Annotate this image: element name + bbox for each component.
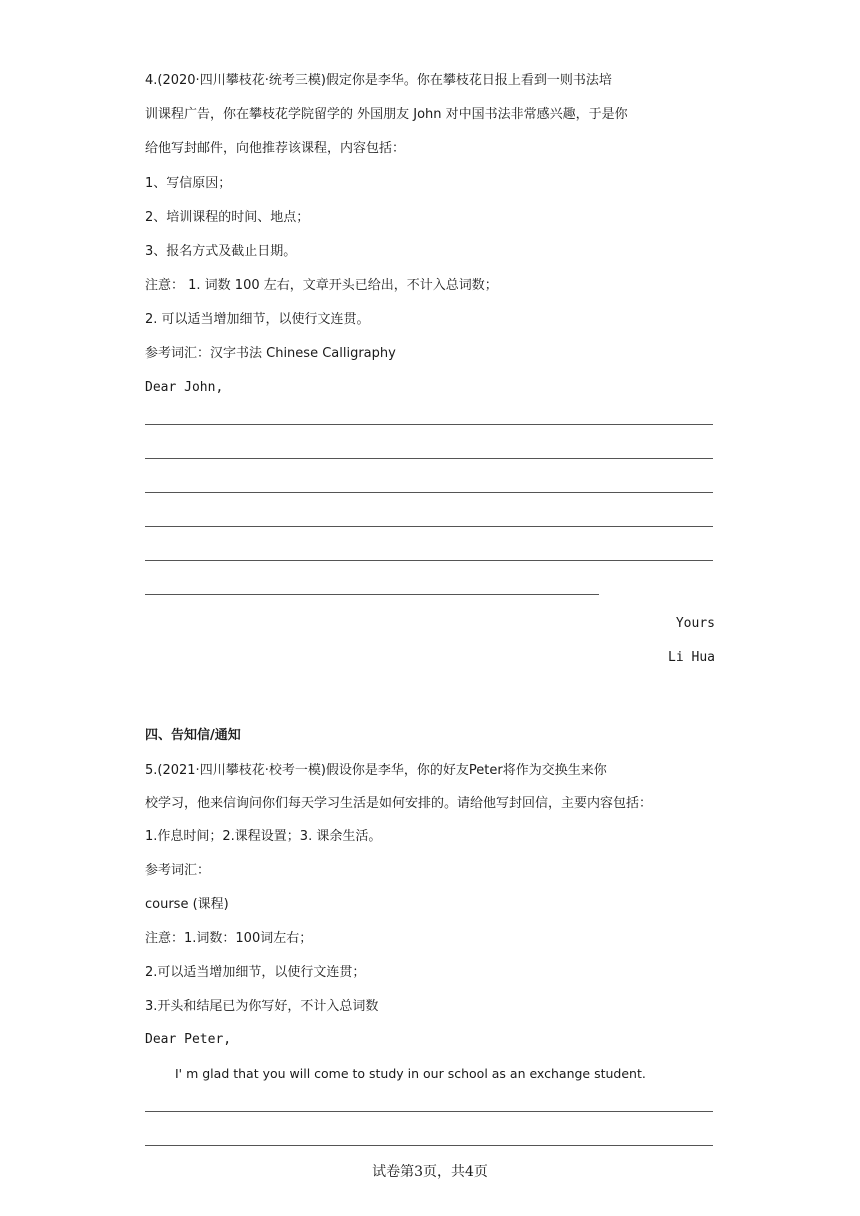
q5-prompt-line-2: 校学习，他来信询问你们每天学习生活是如何安排的。请给他写封回信，主要内容包括： [145,796,653,811]
answer-line [145,424,713,425]
q4-note-1: 注意： 1. 词数 100 左右，文章开头已给出，不计入总词数； [145,278,498,293]
q5-vocab-label: 参考词汇： [145,863,211,878]
q4-note-2: 2. 可以适当增加细节，以使行文连贯。 [145,312,370,327]
q5-greeting: Dear Peter, [145,1032,232,1047]
q5-note-2: 2.可以适当增加细节，以使行文连贯； [145,965,366,980]
answer-line [145,560,713,561]
q4-requirement-3: 3、报名方式及截止日期。 [145,244,297,259]
q5-prompt-line-3: 1.作息时间；2.课程设置；3. 课余生活。 [145,829,382,844]
q5-note-1: 注意：1.词数：100词左右； [145,931,313,946]
q4-vocab: 参考词汇：汉字书法 Chinese Calligraphy [145,346,396,361]
answer-line [145,1145,713,1146]
q4-requirement-1: 1、写信原因； [145,176,232,191]
q4-requirement-2: 2、培训课程的时间、地点； [145,210,310,225]
answer-line [145,492,713,493]
answer-line [145,526,713,527]
q5-note-3: 3.开头和结尾已为你写好，不计入总词数 [145,999,379,1014]
section-heading: 四、告知信/通知 [145,728,241,743]
q4-greeting: Dear John, [145,380,224,395]
q4-closing: Yours [675,616,715,631]
q4-prompt-line-1: 4.(2020·四川攀枝花·统考三模)假定你是李华。你在攀枝花日报上看到一则书法培 [145,73,612,88]
q5-vocab-item: course (课程) [145,897,229,912]
q4-signature: Li Hua [668,650,715,665]
answer-line [145,594,599,595]
q5-opening-sentence: I' m glad that you will come to study in our school as an exchange student. [175,1066,646,1081]
answer-line [145,1111,713,1112]
q4-prompt-line-3: 给他写封邮件，向他推荐该课程，内容包括： [145,141,406,156]
answer-line [145,458,713,459]
page-footer: 试卷第3页，共4页 [372,1164,488,1180]
q5-prompt-line-1: 5.(2021·四川攀枝花·校考一模)假设你是李华，你的好友Peter将作为交换生来你 [145,763,607,778]
q4-prompt-line-2: 训课程广告，你在攀枝花学院留学的 外国朋友 John 对中国书法非常感兴趣，于是你 [145,107,628,122]
